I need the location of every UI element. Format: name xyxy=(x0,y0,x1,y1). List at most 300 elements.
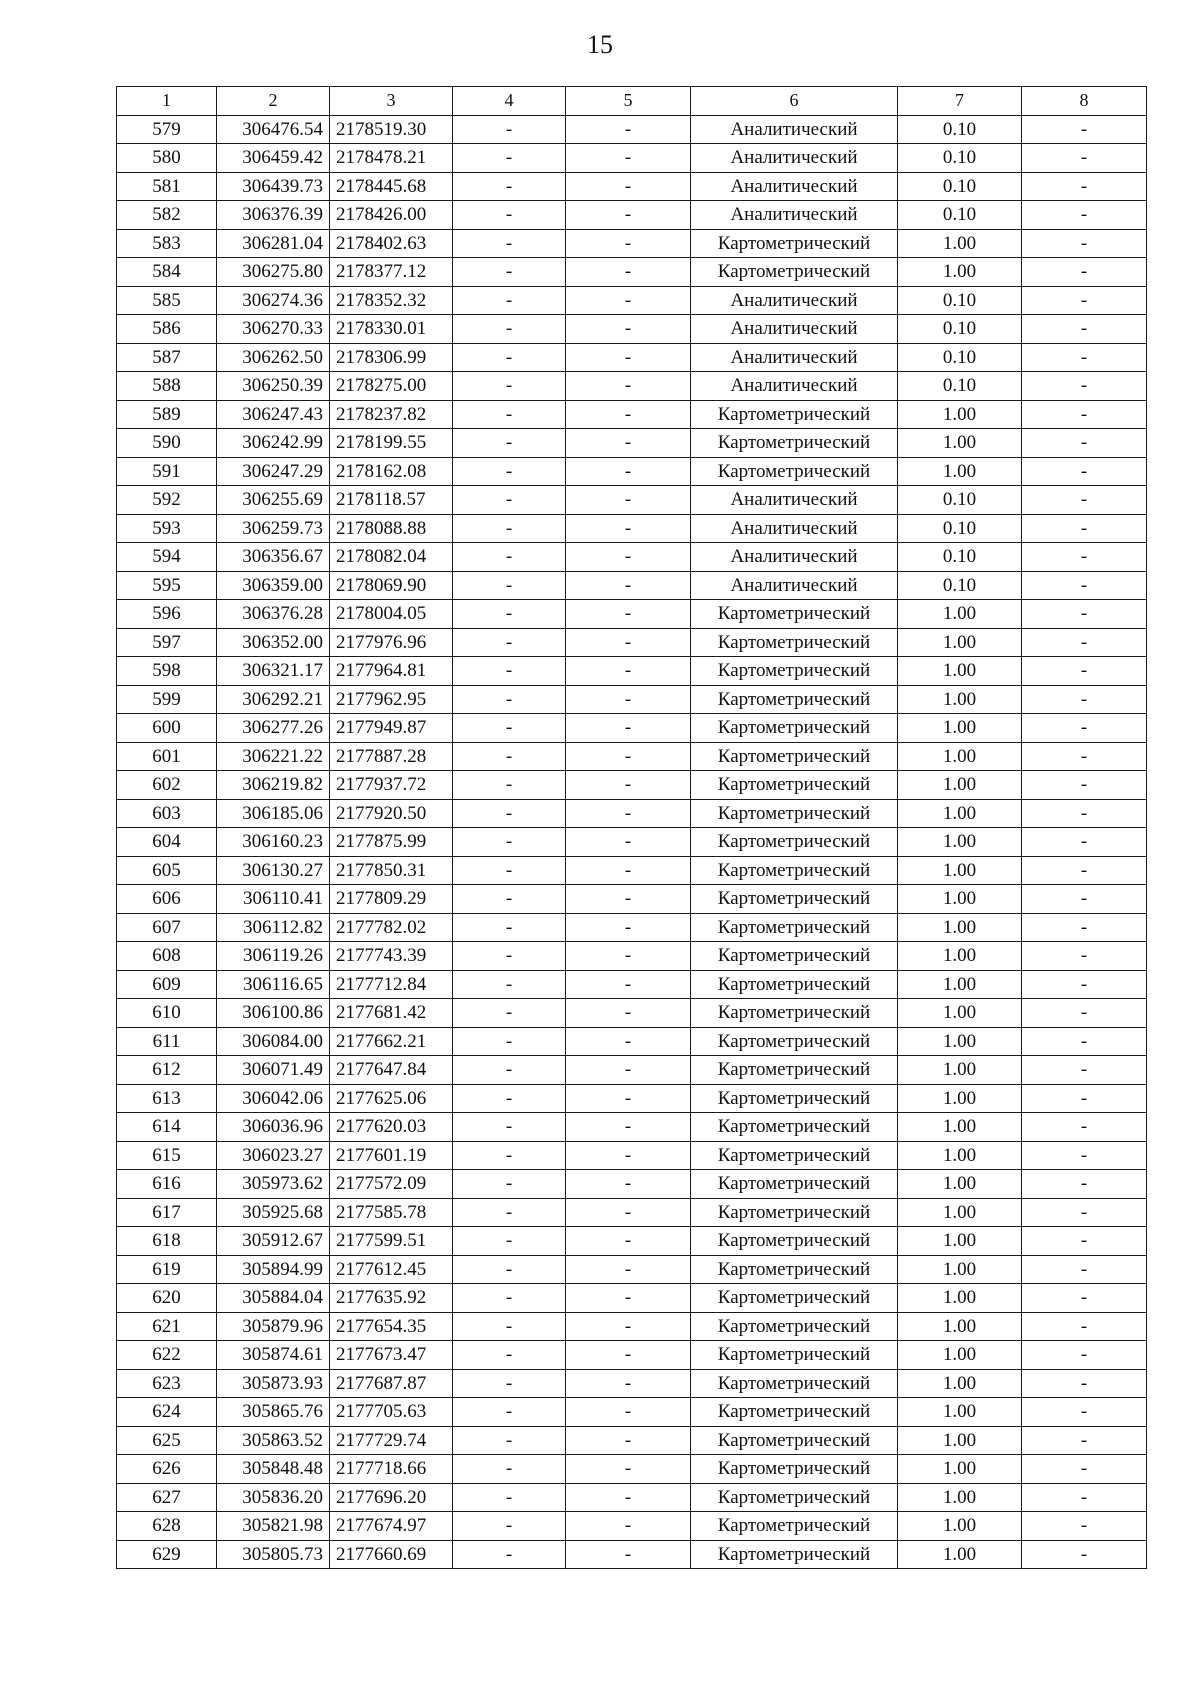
x-coordinate-cell: 305848.48 xyxy=(217,1455,330,1484)
col8-cell: - xyxy=(1022,429,1147,458)
col4-cell: - xyxy=(453,400,566,429)
col5-cell: - xyxy=(566,1141,691,1170)
x-coordinate-cell: 306255.69 xyxy=(217,486,330,515)
x-coordinate-cell: 306376.39 xyxy=(217,201,330,230)
table-row xyxy=(117,913,1147,942)
y-coordinate-cell: 2178118.57 xyxy=(330,486,453,515)
point-number-cell: 583 xyxy=(117,229,217,258)
x-coordinate-cell: 306275.80 xyxy=(217,258,330,287)
col4-cell: - xyxy=(453,315,566,344)
accuracy-cell: 1.00 xyxy=(898,714,1022,743)
y-coordinate-cell: 2177585.78 xyxy=(330,1198,453,1227)
point-number-cell: 588 xyxy=(117,372,217,401)
col5-cell: - xyxy=(566,970,691,999)
table-row xyxy=(117,144,1147,173)
accuracy-cell: 1.00 xyxy=(898,1255,1022,1284)
method-cell: Картометрический xyxy=(691,1255,898,1284)
method-cell: Картометрический xyxy=(691,1027,898,1056)
y-coordinate-cell: 2178082.04 xyxy=(330,543,453,572)
col8-cell: - xyxy=(1022,1056,1147,1085)
x-coordinate-cell: 305879.96 xyxy=(217,1312,330,1341)
x-coordinate-cell: 305973.62 xyxy=(217,1170,330,1199)
col4-cell: - xyxy=(453,685,566,714)
method-cell: Картометрический xyxy=(691,856,898,885)
accuracy-cell: 0.10 xyxy=(898,286,1022,315)
point-number-cell: 609 xyxy=(117,970,217,999)
method-cell: Картометрический xyxy=(691,1512,898,1541)
col8-cell: - xyxy=(1022,400,1147,429)
x-coordinate-cell: 305821.98 xyxy=(217,1512,330,1541)
method-cell: Аналитический xyxy=(691,372,898,401)
accuracy-cell: 1.00 xyxy=(898,913,1022,942)
y-coordinate-cell: 2178088.88 xyxy=(330,514,453,543)
col5-cell: - xyxy=(566,400,691,429)
point-number-cell: 597 xyxy=(117,628,217,657)
col8-cell: - xyxy=(1022,1027,1147,1056)
col5-cell: - xyxy=(566,657,691,686)
point-number-cell: 620 xyxy=(117,1284,217,1313)
col4-cell: - xyxy=(453,1540,566,1569)
x-coordinate-cell: 305884.04 xyxy=(217,1284,330,1313)
y-coordinate-cell: 2178162.08 xyxy=(330,457,453,486)
col8-cell: - xyxy=(1022,258,1147,287)
accuracy-cell: 1.00 xyxy=(898,229,1022,258)
col8-cell: - xyxy=(1022,1341,1147,1370)
method-cell: Картометрический xyxy=(691,657,898,686)
method-cell: Картометрический xyxy=(691,1483,898,1512)
y-coordinate-cell: 2177654.35 xyxy=(330,1312,453,1341)
point-number-cell: 580 xyxy=(117,144,217,173)
col8-cell: - xyxy=(1022,714,1147,743)
accuracy-cell: 0.10 xyxy=(898,172,1022,201)
x-coordinate-cell: 306277.26 xyxy=(217,714,330,743)
col8-cell: - xyxy=(1022,1540,1147,1569)
accuracy-cell: 1.00 xyxy=(898,970,1022,999)
point-number-cell: 581 xyxy=(117,172,217,201)
col8-cell: - xyxy=(1022,970,1147,999)
col5-cell: - xyxy=(566,286,691,315)
x-coordinate-cell: 305873.93 xyxy=(217,1369,330,1398)
col4-cell: - xyxy=(453,343,566,372)
col5-cell: - xyxy=(566,429,691,458)
y-coordinate-cell: 2177850.31 xyxy=(330,856,453,885)
point-number-cell: 603 xyxy=(117,799,217,828)
table-header-row xyxy=(117,87,1147,116)
method-cell: Аналитический xyxy=(691,514,898,543)
accuracy-cell: 1.00 xyxy=(898,258,1022,287)
table-row xyxy=(117,1198,1147,1227)
accuracy-cell: 1.00 xyxy=(898,1198,1022,1227)
col4-cell: - xyxy=(453,628,566,657)
method-cell: Аналитический xyxy=(691,543,898,572)
y-coordinate-cell: 2177612.45 xyxy=(330,1255,453,1284)
accuracy-cell: 0.10 xyxy=(898,571,1022,600)
x-coordinate-cell: 306352.00 xyxy=(217,628,330,657)
x-coordinate-cell: 305874.61 xyxy=(217,1341,330,1370)
col4-cell: - xyxy=(453,457,566,486)
point-number-cell: 602 xyxy=(117,771,217,800)
table-row xyxy=(117,400,1147,429)
col8-cell: - xyxy=(1022,571,1147,600)
y-coordinate-cell: 2177875.99 xyxy=(330,828,453,857)
col8-cell: - xyxy=(1022,343,1147,372)
method-cell: Картометрический xyxy=(691,1141,898,1170)
accuracy-cell: 1.00 xyxy=(898,1084,1022,1113)
table-row xyxy=(117,514,1147,543)
y-coordinate-cell: 2178330.01 xyxy=(330,315,453,344)
method-cell: Аналитический xyxy=(691,172,898,201)
col8-cell: - xyxy=(1022,1512,1147,1541)
col4-cell: - xyxy=(453,115,566,144)
column-header: 3 xyxy=(330,87,453,116)
accuracy-cell: 1.00 xyxy=(898,457,1022,486)
col5-cell: - xyxy=(566,543,691,572)
accuracy-cell: 1.00 xyxy=(898,429,1022,458)
accuracy-cell: 1.00 xyxy=(898,1455,1022,1484)
col8-cell: - xyxy=(1022,1084,1147,1113)
col8-cell: - xyxy=(1022,1312,1147,1341)
y-coordinate-cell: 2177635.92 xyxy=(330,1284,453,1313)
accuracy-cell: 1.00 xyxy=(898,999,1022,1028)
table-row xyxy=(117,115,1147,144)
y-coordinate-cell: 2177964.81 xyxy=(330,657,453,686)
point-number-cell: 591 xyxy=(117,457,217,486)
table-row xyxy=(117,771,1147,800)
x-coordinate-cell: 306321.17 xyxy=(217,657,330,686)
method-cell: Картометрический xyxy=(691,1227,898,1256)
col4-cell: - xyxy=(453,856,566,885)
col5-cell: - xyxy=(566,1483,691,1512)
method-cell: Картометрический xyxy=(691,1369,898,1398)
col4-cell: - xyxy=(453,1398,566,1427)
table-row xyxy=(117,1341,1147,1370)
method-cell: Картометрический xyxy=(691,742,898,771)
accuracy-cell: 1.00 xyxy=(898,771,1022,800)
table-row xyxy=(117,486,1147,515)
y-coordinate-cell: 2177681.42 xyxy=(330,999,453,1028)
col4-cell: - xyxy=(453,970,566,999)
col4-cell: - xyxy=(453,286,566,315)
x-coordinate-cell: 306084.00 xyxy=(217,1027,330,1056)
col4-cell: - xyxy=(453,172,566,201)
table-row xyxy=(117,999,1147,1028)
column-header: 6 xyxy=(691,87,898,116)
table-row xyxy=(117,1483,1147,1512)
col4-cell: - xyxy=(453,1512,566,1541)
point-number-cell: 617 xyxy=(117,1198,217,1227)
method-cell: Картометрический xyxy=(691,685,898,714)
table-row xyxy=(117,885,1147,914)
page-number: 15 xyxy=(587,30,613,59)
point-number-cell: 608 xyxy=(117,942,217,971)
y-coordinate-cell: 2177662.21 xyxy=(330,1027,453,1056)
method-cell: Картометрический xyxy=(691,771,898,800)
col8-cell: - xyxy=(1022,514,1147,543)
method-cell: Картометрический xyxy=(691,258,898,287)
x-coordinate-cell: 306100.86 xyxy=(217,999,330,1028)
y-coordinate-cell: 2178004.05 xyxy=(330,600,453,629)
y-coordinate-cell: 2177660.69 xyxy=(330,1540,453,1569)
accuracy-cell: 0.10 xyxy=(898,372,1022,401)
col8-cell: - xyxy=(1022,600,1147,629)
x-coordinate-cell: 306281.04 xyxy=(217,229,330,258)
table-row xyxy=(117,1255,1147,1284)
col8-cell: - xyxy=(1022,1227,1147,1256)
col4-cell: - xyxy=(453,229,566,258)
y-coordinate-cell: 2178352.32 xyxy=(330,286,453,315)
col5-cell: - xyxy=(566,714,691,743)
method-cell: Картометрический xyxy=(691,970,898,999)
table-row xyxy=(117,1398,1147,1427)
point-number-cell: 589 xyxy=(117,400,217,429)
accuracy-cell: 1.00 xyxy=(898,742,1022,771)
x-coordinate-cell: 306071.49 xyxy=(217,1056,330,1085)
col8-cell: - xyxy=(1022,1141,1147,1170)
table-row xyxy=(117,1113,1147,1142)
x-coordinate-cell: 305912.67 xyxy=(217,1227,330,1256)
x-coordinate-cell: 306247.43 xyxy=(217,400,330,429)
method-cell: Картометрический xyxy=(691,885,898,914)
col8-cell: - xyxy=(1022,1398,1147,1427)
point-number-cell: 606 xyxy=(117,885,217,914)
accuracy-cell: 0.10 xyxy=(898,144,1022,173)
x-coordinate-cell: 306439.73 xyxy=(217,172,330,201)
col5-cell: - xyxy=(566,1170,691,1199)
point-number-cell: 612 xyxy=(117,1056,217,1085)
table-row xyxy=(117,942,1147,971)
accuracy-cell: 1.00 xyxy=(898,400,1022,429)
y-coordinate-cell: 2178519.30 xyxy=(330,115,453,144)
x-coordinate-cell: 306356.67 xyxy=(217,543,330,572)
table-row xyxy=(117,172,1147,201)
point-number-cell: 621 xyxy=(117,1312,217,1341)
col4-cell: - xyxy=(453,742,566,771)
accuracy-cell: 1.00 xyxy=(898,1170,1022,1199)
col8-cell: - xyxy=(1022,999,1147,1028)
x-coordinate-cell: 306247.29 xyxy=(217,457,330,486)
x-coordinate-cell: 306160.23 xyxy=(217,828,330,857)
method-cell: Картометрический xyxy=(691,429,898,458)
y-coordinate-cell: 2177696.20 xyxy=(330,1483,453,1512)
point-number-cell: 582 xyxy=(117,201,217,230)
y-coordinate-cell: 2177937.72 xyxy=(330,771,453,800)
method-cell: Картометрический xyxy=(691,1284,898,1313)
point-number-cell: 623 xyxy=(117,1369,217,1398)
accuracy-cell: 1.00 xyxy=(898,1369,1022,1398)
table-row xyxy=(117,1027,1147,1056)
y-coordinate-cell: 2177920.50 xyxy=(330,799,453,828)
x-coordinate-cell: 305894.99 xyxy=(217,1255,330,1284)
col5-cell: - xyxy=(566,1426,691,1455)
y-coordinate-cell: 2177687.87 xyxy=(330,1369,453,1398)
col4-cell: - xyxy=(453,1170,566,1199)
y-coordinate-cell: 2177674.97 xyxy=(330,1512,453,1541)
col5-cell: - xyxy=(566,514,691,543)
point-number-cell: 585 xyxy=(117,286,217,315)
y-coordinate-cell: 2177743.39 xyxy=(330,942,453,971)
point-number-cell: 592 xyxy=(117,486,217,515)
col8-cell: - xyxy=(1022,685,1147,714)
table-row xyxy=(117,1084,1147,1113)
point-number-cell: 616 xyxy=(117,1170,217,1199)
x-coordinate-cell: 306130.27 xyxy=(217,856,330,885)
x-coordinate-cell: 306112.82 xyxy=(217,913,330,942)
x-coordinate-cell: 306259.73 xyxy=(217,514,330,543)
col5-cell: - xyxy=(566,1398,691,1427)
y-coordinate-cell: 2177647.84 xyxy=(330,1056,453,1085)
point-number-cell: 604 xyxy=(117,828,217,857)
table-row xyxy=(117,315,1147,344)
table-row xyxy=(117,1369,1147,1398)
accuracy-cell: 1.00 xyxy=(898,628,1022,657)
col5-cell: - xyxy=(566,742,691,771)
col5-cell: - xyxy=(566,628,691,657)
x-coordinate-cell: 306116.65 xyxy=(217,970,330,999)
method-cell: Картометрический xyxy=(691,714,898,743)
table-body xyxy=(117,115,1147,1569)
point-number-cell: 628 xyxy=(117,1512,217,1541)
table-row xyxy=(117,429,1147,458)
point-number-cell: 610 xyxy=(117,999,217,1028)
accuracy-cell: 1.00 xyxy=(898,1113,1022,1142)
table-row xyxy=(117,1170,1147,1199)
accuracy-cell: 1.00 xyxy=(898,1027,1022,1056)
method-cell: Картометрический xyxy=(691,628,898,657)
col5-cell: - xyxy=(566,600,691,629)
col8-cell: - xyxy=(1022,828,1147,857)
accuracy-cell: 1.00 xyxy=(898,1227,1022,1256)
point-number-cell: 590 xyxy=(117,429,217,458)
col8-cell: - xyxy=(1022,543,1147,572)
col5-cell: - xyxy=(566,457,691,486)
point-number-cell: 615 xyxy=(117,1141,217,1170)
x-coordinate-cell: 306221.22 xyxy=(217,742,330,771)
method-cell: Аналитический xyxy=(691,571,898,600)
table-row xyxy=(117,600,1147,629)
accuracy-cell: 0.10 xyxy=(898,543,1022,572)
y-coordinate-cell: 2178445.68 xyxy=(330,172,453,201)
point-number-cell: 595 xyxy=(117,571,217,600)
col4-cell: - xyxy=(453,1341,566,1370)
col5-cell: - xyxy=(566,942,691,971)
x-coordinate-cell: 306110.41 xyxy=(217,885,330,914)
accuracy-cell: 1.00 xyxy=(898,1141,1022,1170)
col4-cell: - xyxy=(453,999,566,1028)
col5-cell: - xyxy=(566,1027,691,1056)
method-cell: Аналитический xyxy=(691,286,898,315)
table-row xyxy=(117,657,1147,686)
point-number-cell: 626 xyxy=(117,1455,217,1484)
x-coordinate-cell: 306219.82 xyxy=(217,771,330,800)
y-coordinate-cell: 2178426.00 xyxy=(330,201,453,230)
accuracy-cell: 0.10 xyxy=(898,486,1022,515)
y-coordinate-cell: 2177601.19 xyxy=(330,1141,453,1170)
col5-cell: - xyxy=(566,343,691,372)
table-row xyxy=(117,1455,1147,1484)
col5-cell: - xyxy=(566,1455,691,1484)
x-coordinate-cell: 306262.50 xyxy=(217,343,330,372)
method-cell: Картометрический xyxy=(691,828,898,857)
y-coordinate-cell: 2177976.96 xyxy=(330,628,453,657)
table-row xyxy=(117,1227,1147,1256)
col5-cell: - xyxy=(566,1056,691,1085)
point-number-cell: 629 xyxy=(117,1540,217,1569)
table-row xyxy=(117,1512,1147,1541)
col5-cell: - xyxy=(566,1113,691,1142)
accuracy-cell: 1.00 xyxy=(898,600,1022,629)
y-coordinate-cell: 2177572.09 xyxy=(330,1170,453,1199)
col5-cell: - xyxy=(566,1512,691,1541)
col5-cell: - xyxy=(566,229,691,258)
y-coordinate-cell: 2178402.63 xyxy=(330,229,453,258)
col5-cell: - xyxy=(566,885,691,914)
column-header: 1 xyxy=(117,87,217,116)
point-number-cell: 619 xyxy=(117,1255,217,1284)
table-row xyxy=(117,258,1147,287)
col8-cell: - xyxy=(1022,457,1147,486)
y-coordinate-cell: 2178199.55 xyxy=(330,429,453,458)
col4-cell: - xyxy=(453,714,566,743)
col4-cell: - xyxy=(453,486,566,515)
y-coordinate-cell: 2177962.95 xyxy=(330,685,453,714)
column-header: 2 xyxy=(217,87,330,116)
accuracy-cell: 1.00 xyxy=(898,856,1022,885)
x-coordinate-cell: 306476.54 xyxy=(217,115,330,144)
col8-cell: - xyxy=(1022,286,1147,315)
col4-cell: - xyxy=(453,1369,566,1398)
y-coordinate-cell: 2177673.47 xyxy=(330,1341,453,1370)
x-coordinate-cell: 306042.06 xyxy=(217,1084,330,1113)
col8-cell: - xyxy=(1022,1113,1147,1142)
col4-cell: - xyxy=(453,1255,566,1284)
method-cell: Аналитический xyxy=(691,201,898,230)
y-coordinate-cell: 2177809.29 xyxy=(330,885,453,914)
method-cell: Аналитический xyxy=(691,343,898,372)
accuracy-cell: 1.00 xyxy=(898,1056,1022,1085)
accuracy-cell: 1.00 xyxy=(898,1426,1022,1455)
accuracy-cell: 1.00 xyxy=(898,942,1022,971)
y-coordinate-cell: 2177625.06 xyxy=(330,1084,453,1113)
table-row xyxy=(117,799,1147,828)
col8-cell: - xyxy=(1022,372,1147,401)
y-coordinate-cell: 2177705.63 xyxy=(330,1398,453,1427)
y-coordinate-cell: 2177620.03 xyxy=(330,1113,453,1142)
table-row xyxy=(117,1540,1147,1569)
column-header: 8 xyxy=(1022,87,1147,116)
y-coordinate-cell: 2177718.66 xyxy=(330,1455,453,1484)
table-row xyxy=(117,229,1147,258)
method-cell: Картометрический xyxy=(691,400,898,429)
col4-cell: - xyxy=(453,1455,566,1484)
accuracy-cell: 1.00 xyxy=(898,1483,1022,1512)
x-coordinate-cell: 306185.06 xyxy=(217,799,330,828)
col4-cell: - xyxy=(453,771,566,800)
method-cell: Картометрический xyxy=(691,229,898,258)
col5-cell: - xyxy=(566,144,691,173)
col4-cell: - xyxy=(453,144,566,173)
x-coordinate-cell: 306274.36 xyxy=(217,286,330,315)
table-row xyxy=(117,571,1147,600)
method-cell: Картометрический xyxy=(691,799,898,828)
col8-cell: - xyxy=(1022,1369,1147,1398)
accuracy-cell: 1.00 xyxy=(898,657,1022,686)
point-number-cell: 596 xyxy=(117,600,217,629)
point-number-cell: 607 xyxy=(117,913,217,942)
col4-cell: - xyxy=(453,1113,566,1142)
method-cell: Картометрический xyxy=(691,1312,898,1341)
col5-cell: - xyxy=(566,201,691,230)
table-row xyxy=(117,201,1147,230)
